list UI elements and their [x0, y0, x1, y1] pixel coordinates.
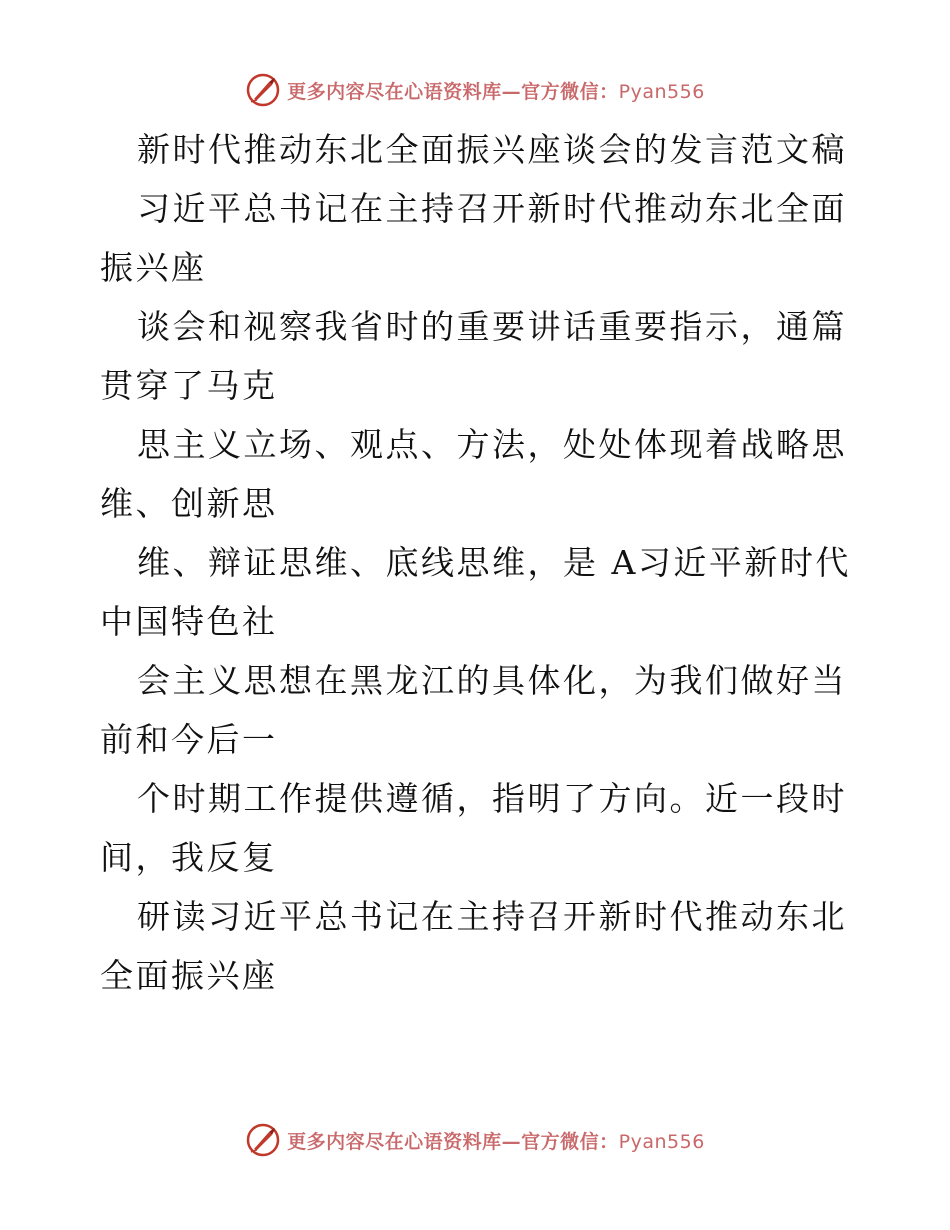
footer-banner: [0, 1120, 950, 1160]
body-paragraph: 维、辩证思维、底线思维，是 A习近平新时代中国特色社: [100, 543, 851, 641]
header-wechat-id: Pyan556: [618, 80, 705, 103]
quill-pen-logo-icon: [245, 72, 281, 108]
body-paragraph: 思主义立场、观点、方法，处处体现着战略思维、创新思: [100, 425, 847, 523]
body-paragraph: 个时期工作提供遵循，指明了方向。近一段时间，我反复: [100, 779, 847, 877]
header-banner-text: 更多内容尽在心语资料库—官方微信：Pyan556: [287, 80, 705, 103]
body-paragraph: 研读习近平总书记在主持召开新时代推动东北全面振兴座: [100, 897, 847, 995]
quill-pen-logo-icon: [245, 1122, 281, 1158]
body-paragraph: 习近平总书记在主持召开新时代推动东北全面振兴座: [100, 189, 847, 287]
document-body: [100, 120, 860, 1005]
document-title-paragraph: 新时代推动东北全面振兴座谈会的发言范文稿: [137, 130, 847, 169]
body-paragraph: 会主义思想在黑龙江的具体化，为我们做好当前和今后一: [100, 661, 847, 759]
footer-wechat-id: Pyan556: [618, 1130, 705, 1153]
footer-banner-text: 更多内容尽在心语资料库—官方微信：Pyan556: [287, 1130, 705, 1153]
header-banner: [0, 70, 950, 110]
body-paragraph: 谈会和视察我省时的重要讲话重要指示，通篇贯穿了马克: [100, 307, 847, 405]
